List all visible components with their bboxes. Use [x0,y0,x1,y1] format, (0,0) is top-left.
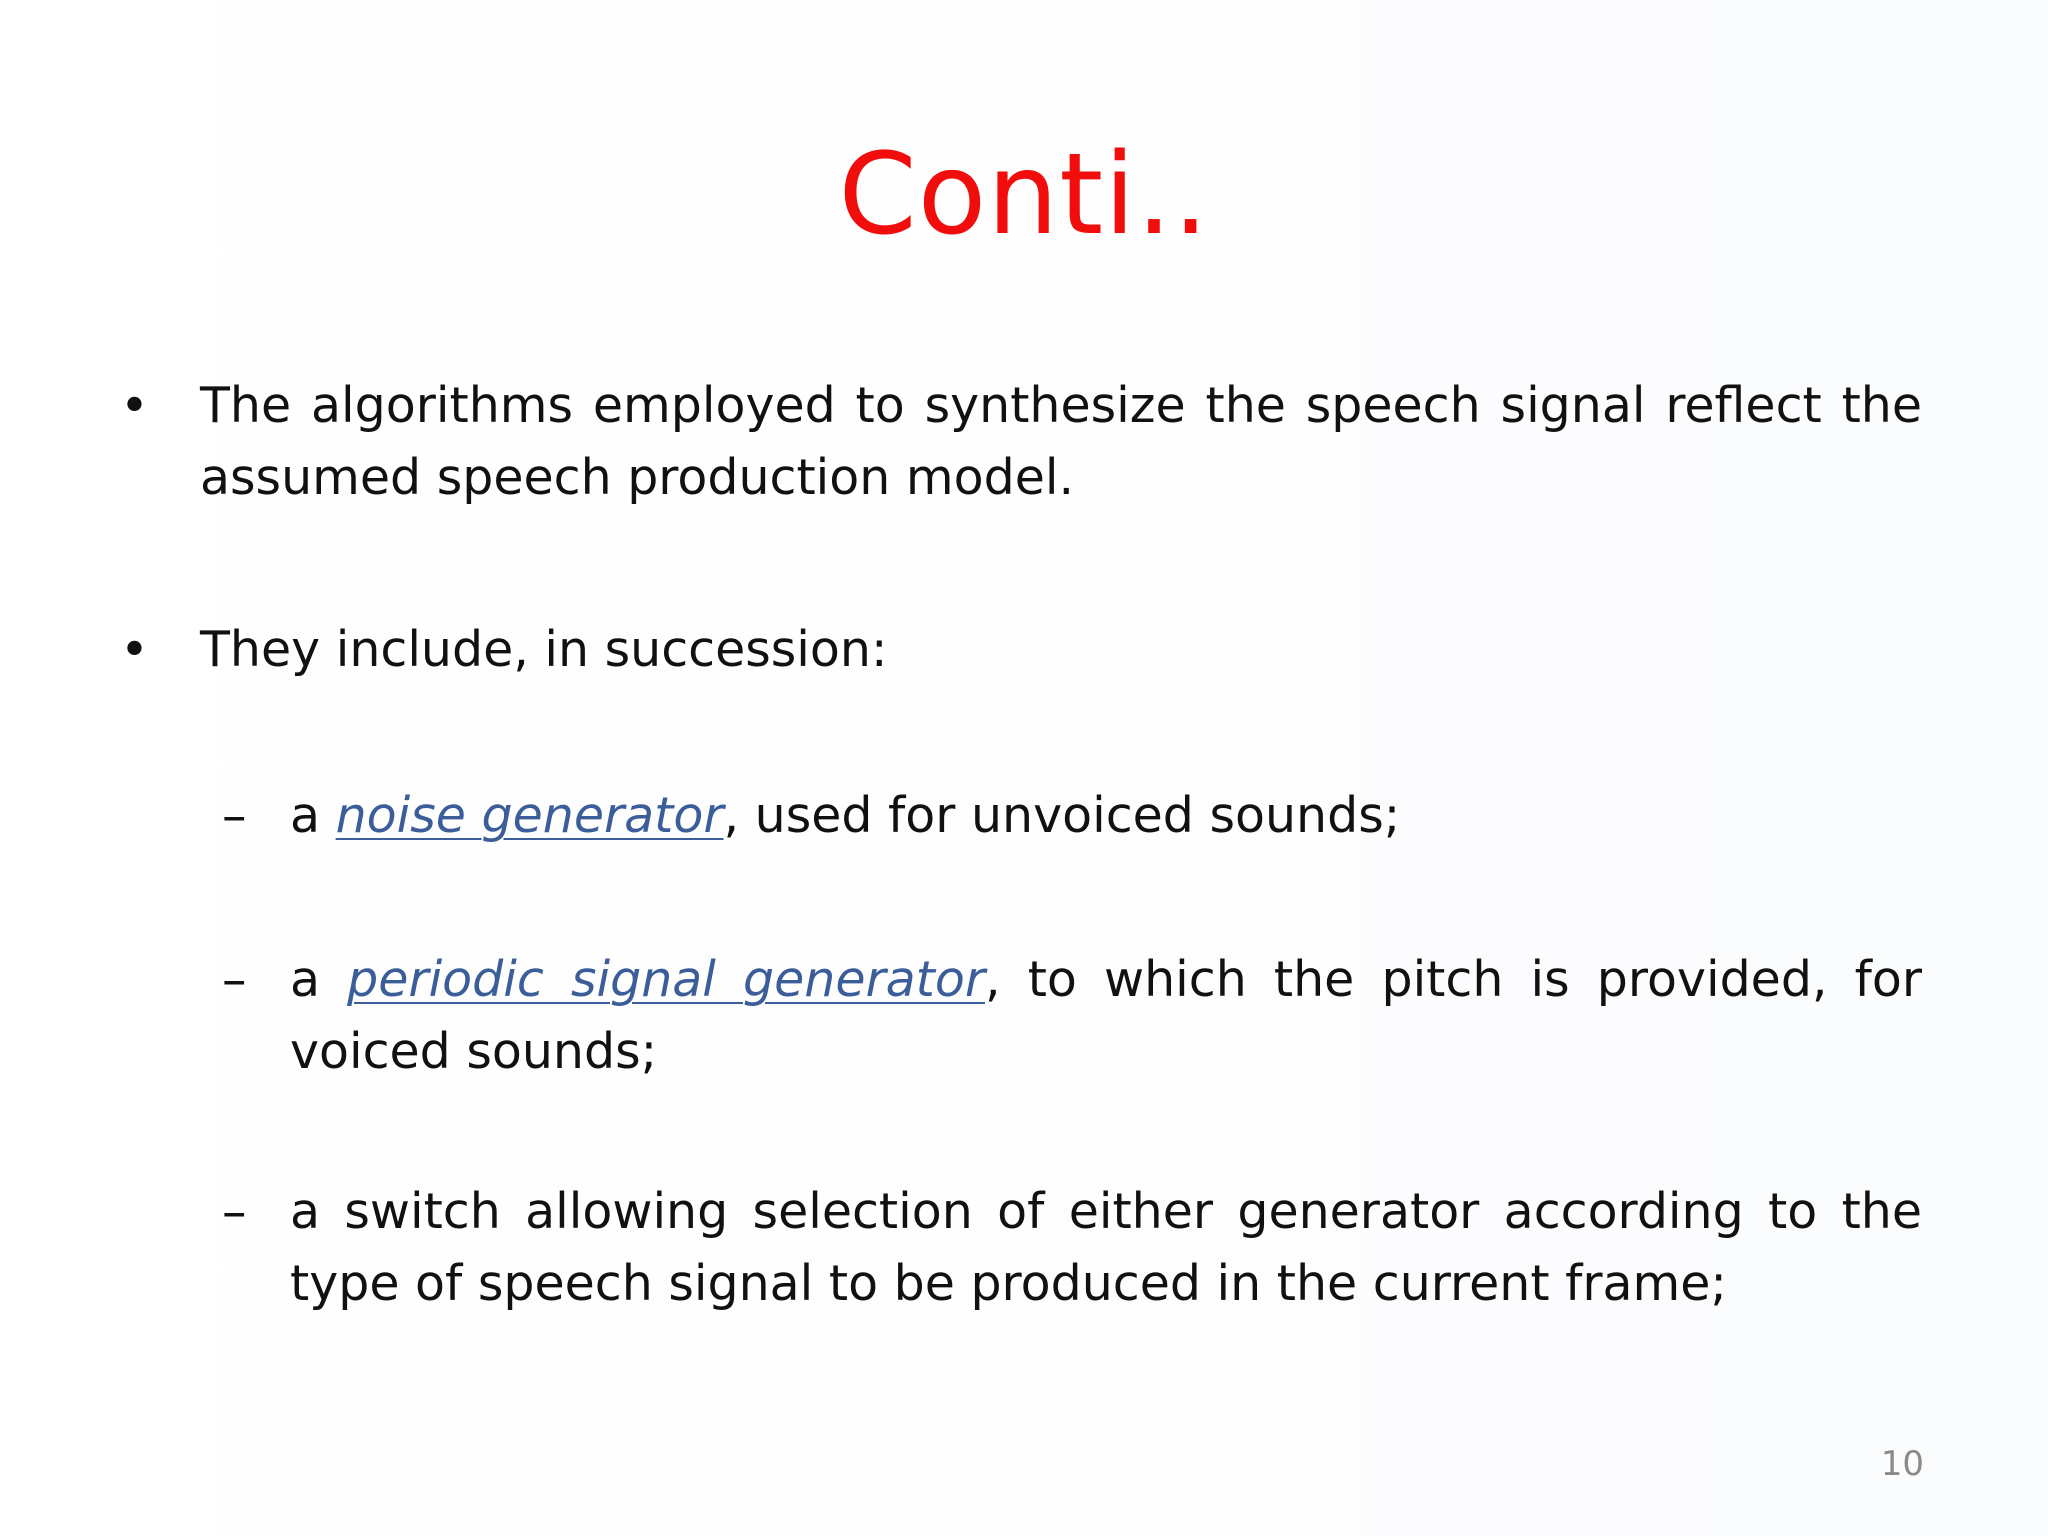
noise-generator-link[interactable]: noise generator [335,787,724,844]
bullet-marker-1: • [120,377,149,434]
dash-marker-2: – [222,951,247,1008]
subitem-3: a switch allowing selection of either generator according to the type of speech signal to be produced in the current frame; [290,1183,1922,1312]
subitem-1-prefix: a [290,787,336,844]
periodic-signal-generator-link[interactable]: periodic signal generator [347,951,985,1008]
dash-marker-3: – [222,1183,247,1240]
bullet-2: They include, in succession: [200,621,888,678]
bullet-1: The algorithms employed to synthesize the speech signal reflect the assumed speech production model. [200,377,1922,506]
subitem-2 [290,944,1922,1088]
subitem-1 [290,780,1922,852]
subitem-1-suffix: , used for unvoiced sounds; [723,787,1401,844]
page-number: 10 [1880,1444,1924,1484]
bullet-marker-2: • [120,621,149,678]
dash-marker-1: – [222,787,247,844]
subitem-2-prefix: a [290,951,348,1008]
subitem-2-suffix: , to which the pitch is provided, for voiced sounds; [290,951,1923,1080]
slide-title: Conti.. [838,130,1210,260]
